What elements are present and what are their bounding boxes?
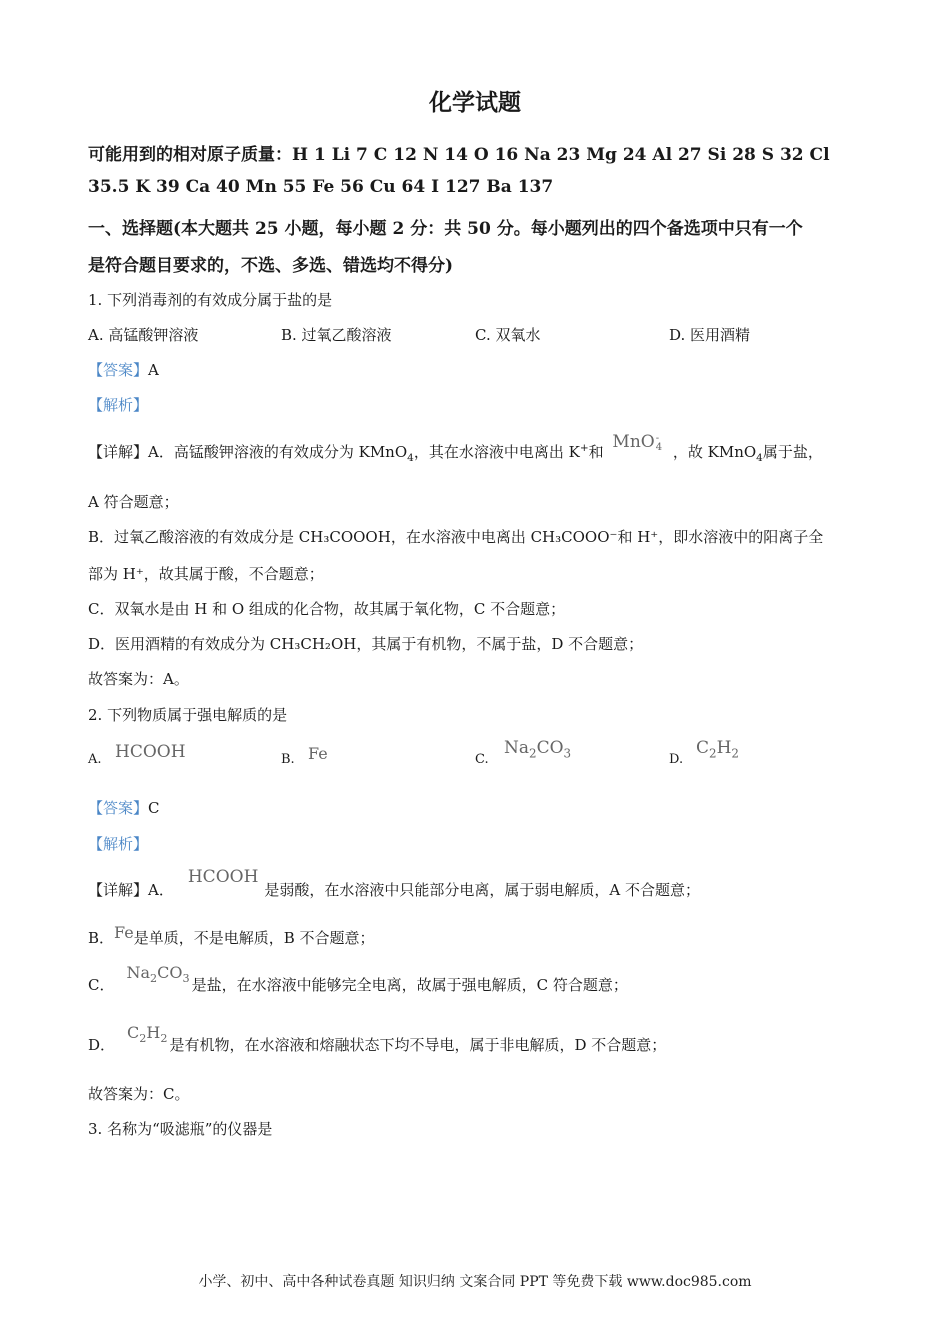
detail-a-text-4: ，故 KMnO xyxy=(672,443,757,461)
formula-hcooh: HCOOH xyxy=(187,867,259,887)
page-title: 化学试题 xyxy=(429,89,521,116)
q2-option-b-label: B. xyxy=(281,752,295,767)
formula-main: C xyxy=(696,738,710,758)
detail-d-text: 是有机物，在水溶液和熔融状态下均不导电，属于非电解质，D 不合题意； xyxy=(169,1036,667,1054)
q1-answer-line xyxy=(88,359,159,380)
atomic-mass-line-1: 可能用到的相对原子质量：H 1 Li 7 C 12 N 14 O 16 Na 23 Mg 24 Al 27 Si 28 S 32 Cl xyxy=(88,145,830,165)
q2-option-a-formula: HCOOH xyxy=(115,742,186,762)
q1-detail-c: C．双氧水是由 H 和 O 组成的化合物，故其属于氧化物，C 不合题意； xyxy=(88,600,566,618)
detail-a-text: 是弱酸，在水溶液中只能部分电离，属于弱电解质，A 不合题意； xyxy=(264,881,701,899)
detail-b-text: 是单质，不是电解质，B 不合题意； xyxy=(133,929,375,947)
q2-analysis-tag: 【解析】 xyxy=(88,835,149,853)
subscript: 3 xyxy=(563,746,572,761)
subscript: 3 xyxy=(182,972,190,986)
q2-option-d-label: D. xyxy=(669,752,684,767)
q1-option-a: A. 高锰酸钾溶液 xyxy=(88,326,199,344)
superscript: + xyxy=(579,442,589,454)
subscript: 4 xyxy=(655,441,663,453)
subscript: 2 xyxy=(160,1032,168,1046)
q2-detail-a xyxy=(88,867,701,900)
formula-main: H xyxy=(146,1023,161,1042)
q2-stem: 2. 下列物质属于强电解质的是 xyxy=(88,706,288,724)
detail-tag: 【详解】 xyxy=(88,443,149,461)
section-heading-line-1: 一、选择题(本大题共 25 小题，每小题 2 分：共 50 分。每小题列出的四个备选项中只有一个 xyxy=(88,219,803,239)
subscript: 2 xyxy=(731,746,739,761)
q2-option-d-formula xyxy=(696,738,739,760)
q1-option-d: D. 医用酒精 xyxy=(669,326,751,344)
q1-option-b: B. 过氧乙酸溶液 xyxy=(281,326,392,344)
q2-option-b-formula: Fe xyxy=(308,744,328,763)
q2-detail-d xyxy=(88,1023,667,1057)
q1-detail-a-line-1 xyxy=(88,432,823,464)
q1-detail-b-line-1: B．过氧乙酸溶液的有效成分是 CH₃COOOH，在水溶液中电离出 CH₃COOO⁻和 H⁺，即水溶液中的阳离子全 xyxy=(88,528,824,546)
detail-tag: 【详解】 xyxy=(88,881,149,899)
formula-c2h2 xyxy=(127,1023,168,1046)
formula-script-stack xyxy=(656,434,662,452)
q2-answer-line xyxy=(88,797,160,818)
page-footer: 小学、初中、高中各种试卷真题 知识归纳 文案合同 PPT 等免费下载 www.doc985.com xyxy=(198,1274,752,1290)
atomic-mass-line-2: 35.5 K 39 Ca 40 Mn 55 Fe 56 Cu 64 I 127 Ba 137 xyxy=(88,177,554,197)
detail-c-text: 是盐，在水溶液中能够完全电离，故属于强电解质，C 符合题意； xyxy=(191,976,628,994)
section-heading-line-2: 是符合题目要求的，不选、多选、错选均不得分) xyxy=(88,256,454,276)
detail-prefix: D． xyxy=(88,1036,116,1054)
q1-conclusion: 故答案为：A。 xyxy=(88,670,189,688)
answer-tag: 【答案】 xyxy=(88,799,149,817)
superscript: - xyxy=(655,432,660,444)
q2-detail-c xyxy=(88,963,628,997)
subscript: 2 xyxy=(150,972,158,986)
detail-a-text-2: ，其在水溶液中电离出 K xyxy=(413,443,580,461)
subscript: 2 xyxy=(139,1032,147,1046)
q3-stem: 3. 名称为“吸滤瓶”的仪器是 xyxy=(88,1120,273,1138)
detail-a-text-1: A．高锰酸钾溶液的有效成分为 KMnO xyxy=(148,443,408,461)
q1-analysis-tag: 【解析】 xyxy=(88,396,149,414)
detail-prefix: A． xyxy=(148,881,174,899)
q2-conclusion: 故答案为：C。 xyxy=(88,1085,190,1103)
permanganate-formula xyxy=(612,432,662,452)
detail-prefix: B． xyxy=(88,929,115,947)
formula-na2co3 xyxy=(126,963,190,986)
answer-tag: 【答案】 xyxy=(88,361,149,379)
q1-answer: A xyxy=(148,361,159,379)
q2-detail-b xyxy=(88,923,375,948)
q1-detail-b-line-2: 部为 H⁺，故其属于酸，不合题意； xyxy=(88,565,324,583)
formula-main: Na xyxy=(126,963,151,982)
q1-stem: 1. 下列消毒剂的有效成分属于盐的是 xyxy=(88,291,333,309)
formula-main: CO xyxy=(536,738,564,758)
subscript: 2 xyxy=(709,746,717,761)
formula-main: C xyxy=(127,1023,140,1042)
formula-main: MnO xyxy=(612,432,655,452)
detail-a-text-3: 和 xyxy=(588,443,604,461)
formula-main: CO xyxy=(157,963,183,982)
q1-option-c: C. 双氧水 xyxy=(475,326,541,344)
subscript: 4 xyxy=(756,452,763,464)
formula-main: H xyxy=(716,738,732,758)
subscript: 4 xyxy=(407,452,414,464)
detail-a-text-5: 属于盐， xyxy=(762,443,823,461)
q2-option-c-label: C. xyxy=(475,752,489,767)
q2-option-a-label: A. xyxy=(88,752,102,767)
q1-detail-d: D．医用酒精的有效成分为 CH₃CH₂OH，其属于有机物，不属于盐，D 不合题意； xyxy=(88,635,644,653)
q1-detail-a-line-2: A 符合题意； xyxy=(88,493,179,511)
subscript: 2 xyxy=(529,746,537,761)
formula-main: Na xyxy=(504,738,530,758)
formula-fe: Fe xyxy=(114,923,134,942)
q2-option-c-formula xyxy=(504,738,571,760)
q2-answer: C xyxy=(148,799,160,817)
detail-prefix: C． xyxy=(88,976,115,994)
